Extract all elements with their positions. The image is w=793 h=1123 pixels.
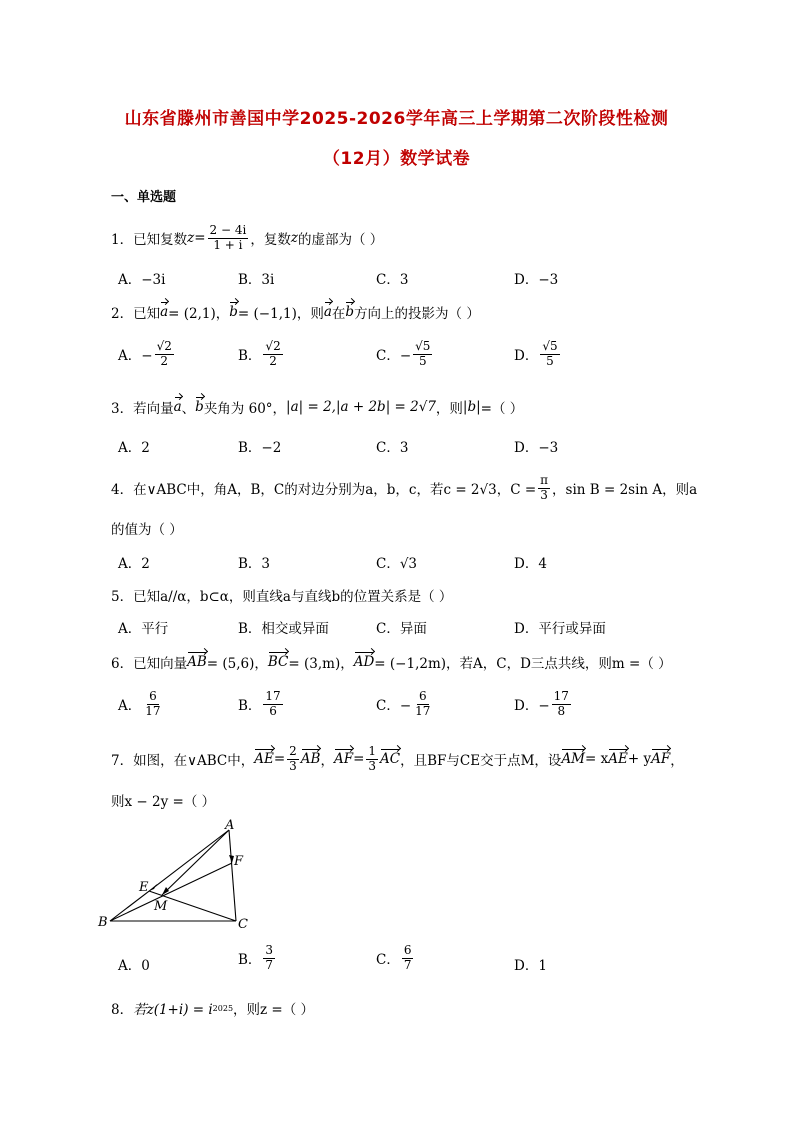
q3-cond1: |a| = 2, [286,399,336,415]
q1-post: ，复数 [250,232,291,249]
q3-option-b[interactable]: B．−2 [238,440,282,456]
q1-option-d[interactable]: D．−3 [514,272,559,288]
q2-option-a[interactable] [118,340,176,369]
q2-post: 方向上的投影为（ ） [354,306,480,322]
question-6 [111,652,672,672]
q2-c-num: √5 [415,339,431,353]
q2-vec-b: b [229,304,238,320]
q7-eq1: = [273,751,286,768]
question-2 [111,302,480,322]
q6-pre: 已知向量 [133,656,188,672]
q1-eq: = [194,230,206,247]
q7-frac1-den: 3 [289,758,297,773]
label-c: C [238,917,248,932]
q6-vec-bc: BC [267,654,289,670]
q6-option-d[interactable] [514,690,573,719]
q7-vec-ab: AB [300,751,321,768]
q2-vec-a2: a [323,304,332,320]
q6-a-den: 17 [145,703,161,718]
q2-d-frac [540,340,559,369]
arrow-ae-head [149,884,157,891]
q7-c-num: 6 [403,943,412,957]
q6-d-num: 17 [553,689,569,703]
q1-frac-den: 1 + i [213,237,243,252]
q6-b-num: 17 [265,689,281,703]
q7-option-b[interactable] [238,944,277,973]
q4-pi-frac [538,474,550,503]
q2-option-d[interactable] [514,340,562,369]
q7-option-a[interactable] [118,954,150,974]
q3-text4: =（ ） [480,401,524,417]
q6-d-frac [552,690,571,719]
q7-b-den: 7 [265,957,274,972]
question-4-line2 [111,518,183,538]
q3-option-c[interactable]: C．3 [376,440,409,456]
q1-pre: 已知复数 [133,232,188,249]
q7-option-d[interactable] [514,954,547,974]
q4-option-b[interactable]: B．3 [238,556,271,572]
q7-b-frac [263,944,275,973]
q6-bcv: = (3,m)， [288,656,354,672]
q1-option-a[interactable]: A．−3i [118,272,166,288]
q7-pre: 如图，在∨ABC中， [133,753,255,770]
q1-fraction [208,224,249,253]
q4-pi-den: 3 [540,487,548,502]
question-5 [111,585,452,605]
q5-option-d[interactable]: D．平行或异面 [514,621,606,637]
q7-option-c[interactable] [376,944,415,973]
q2-mid: 在 [331,306,346,322]
q3-num: 3． [111,401,134,417]
question-3 [111,397,523,417]
question-1 [111,224,383,253]
q6-a-label: A． [118,698,142,715]
q2-d-num: √5 [542,339,558,353]
page-title-line1: 山东省滕州市善国中学2025-2026学年高三上学期第二次阶段性检测 [124,109,669,129]
q6-d-den: 8 [557,703,566,718]
q2-c-den: 5 [418,353,427,368]
q7-frac2-den: 3 [368,758,377,773]
label-b: B [98,915,108,930]
q3-sep: 、 [181,401,196,417]
q8-pre: 若z(1+i) = i [133,1002,213,1018]
q7-vec-ae2: AE [608,751,628,768]
q6-num: 6． [111,656,134,672]
question-7-line2 [111,790,215,810]
segment-bf [110,863,232,921]
q7-eq3: = x [585,751,609,768]
q6-option-c[interactable] [376,690,434,719]
q3-ask: |b| [462,399,481,415]
q5-option-a[interactable]: A．平行 [118,621,169,637]
triangle-figure [96,818,266,936]
q3-option-d[interactable]: D．−3 [514,440,559,456]
q5-text: 已知a//α，b⊂α，则直线a与直线b的位置关系是（ ） [133,589,453,605]
q7-frac2 [366,745,378,774]
q2-b-label: B． [238,348,262,365]
q6-vec-ab: AB [187,654,207,670]
q3-vec-b: b [195,399,204,415]
q2-pre: 已知 [133,306,161,322]
question-8 [111,998,314,1018]
q7-c1: ， [320,753,334,770]
q4-option-d[interactable]: D．4 [514,556,547,572]
q2-vec-b2: b [345,304,355,320]
label-e: E [139,880,149,895]
q3-text: 若向量 [133,401,174,417]
question-7 [111,745,684,774]
q2-d-label: D． [514,348,539,365]
q1-frac-num: 2 − 4i [209,223,247,237]
q2-vec-a: a [160,304,169,320]
q2-c-label: C．− [376,348,412,365]
q7-eq2: = [353,751,365,768]
q2-option-b[interactable] [238,340,285,369]
side-ab [110,830,229,921]
page-title-line2: （12月）数学试卷 [322,149,471,169]
q3-text3: ，则 [435,401,463,417]
q3-vec-a: a [173,399,182,415]
q1-post2: 的虚部为（ ） [297,232,384,249]
q6-b-frac [263,690,282,719]
q6-a-frac [143,690,162,719]
q6-b-label: B． [238,698,262,715]
q1-z2: z [290,230,298,247]
question-4 [111,474,697,503]
q7-frac1 [287,745,299,774]
q5-option-b[interactable]: B．相交或异面 [238,621,329,637]
q8-exponent: 2025 [212,1003,234,1013]
q7-num: 7． [111,753,134,770]
q6-abv: = (5,6)， [206,656,268,672]
q4-option-a[interactable]: A．2 [118,556,150,572]
q3-option-a[interactable]: A．2 [118,440,150,456]
q2-a-den: 2 [160,353,169,368]
label-a: A [225,818,235,833]
q2-b-frac [263,340,282,369]
q4-line1: 在∨ABC中，角A，B，C的对边分别为a，b，c，若c = 2√3，C = [133,482,537,499]
q8-num: 8． [111,1002,134,1018]
q7-d-label: D．1 [514,958,547,974]
q4-option-c[interactable]: C．√3 [376,556,418,572]
q5-option-c[interactable]: C．异面 [376,621,427,637]
q4-line1b: ，sin B = 2sin A，则a [552,482,698,499]
q6-c-frac [413,690,432,719]
q7-c-den: 7 [403,957,412,972]
q2-aval: = (2,1)， [168,306,230,322]
q7-vec-ae: AE [254,751,274,768]
q5-num: 5． [111,589,134,605]
q4-num: 4． [111,482,134,499]
q6-option-b[interactable] [238,690,285,719]
q2-option-c[interactable] [376,340,434,369]
side-ac [229,830,236,921]
q6-c-num: 6 [418,689,427,703]
q1-z: z [187,230,195,247]
q2-d-den: 5 [546,353,554,368]
q3-text2: 夹角为 60°， [203,401,287,417]
q6-a-num: 6 [149,689,157,703]
q2-bval: = (−1,1)，则 [237,306,324,322]
label-f: F [234,854,244,869]
q6-b-den: 6 [269,703,277,718]
q7-b-num: 3 [265,943,274,957]
q8-post: ，则z =（ ） [233,1002,315,1018]
q6-adv: = (−1,2m)，若A，C，D三点共线，则m =（ ） [374,656,672,672]
q3-cond2: |a + 2b| = 2√7 [335,399,436,415]
section-heading: 一、单选题 [111,190,177,205]
q7-b-label: B． [238,952,262,969]
q2-b-num: √2 [265,339,281,353]
q7-c-frac [402,944,414,973]
q7-vec-ac: AC [380,751,401,768]
q1-num: 1． [111,232,134,249]
q2-a-frac [155,340,174,369]
q6-vec-ad: AD [353,654,375,670]
q7-vec-af2: AF [651,751,671,768]
q7-frac1-num: 2 [289,744,297,758]
q1-option-c[interactable]: C．3 [376,272,409,288]
q2-a-num: √2 [156,339,172,353]
q2-b-den: 2 [269,353,277,368]
q7-a-label: A．0 [118,958,150,974]
q7-line2: 则x − 2y =（ ） [111,794,216,810]
q6-option-a[interactable] [118,690,165,719]
q1-option-b[interactable]: B．3i [238,272,275,288]
q6-d-label: D．− [514,698,550,715]
q7-vec-af: AF [333,751,354,768]
q7-c-label: C． [376,952,400,969]
q7-vec-am: AM [561,751,586,768]
q7-plus: + y [627,751,652,768]
q2-a-label: A．− [118,348,153,365]
q6-c-label: C．− [376,698,412,715]
q6-c-den: 17 [415,703,431,718]
label-m: M [154,899,168,914]
q4-line2: 的值为（ ） [111,522,183,538]
segment-am [162,830,229,895]
q4-pi-num: π [540,473,549,487]
q2-c-frac [413,340,432,369]
q7-end: ， [670,753,684,770]
q7-mid: ，且BF与CE交于点M，设 [400,753,562,770]
q7-frac2-num: 1 [368,744,377,758]
q2-num: 2． [111,306,134,322]
